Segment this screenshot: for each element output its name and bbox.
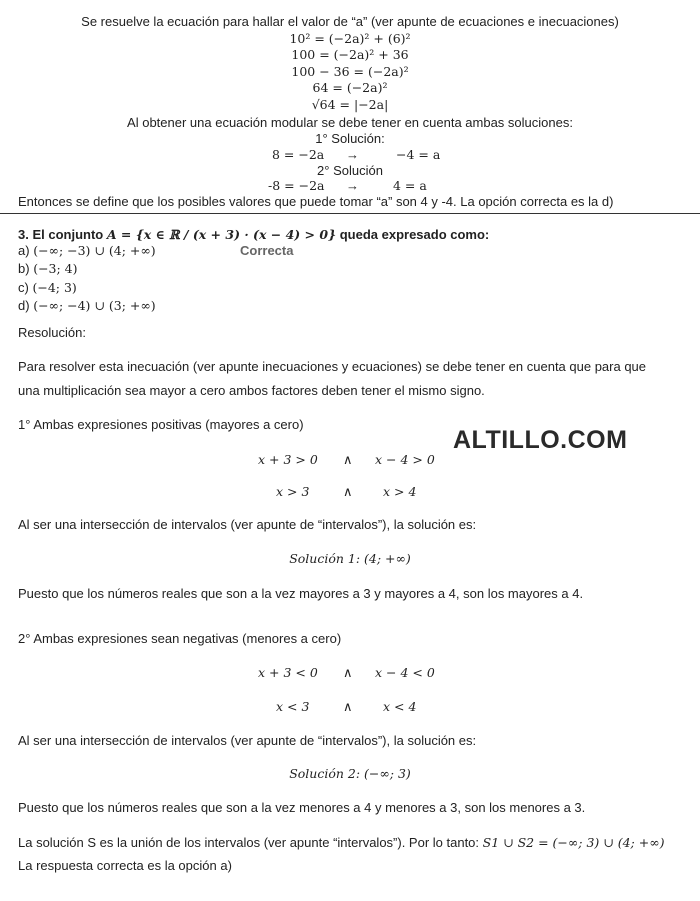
equation-4: 64 = (−2a)²	[312, 80, 388, 95]
option-letter: d)	[18, 298, 30, 313]
question-3-prefix: 3. El conjunto	[18, 227, 107, 242]
case-1-title: 1° Ambas expresiones positivas (mayores a cero)	[18, 417, 304, 432]
and-symbol: ∧	[343, 452, 353, 467]
solution-1: Solución 1: (4; +∞)	[289, 551, 411, 566]
solution-2-left: -8 = −2a	[268, 178, 325, 193]
option-letter: a)	[18, 243, 30, 258]
union-statement	[18, 835, 665, 851]
resolution-heading: Resolución:	[18, 325, 86, 340]
resolution-para-2: una multiplicación sea mayor a cero ambos factores deben tener el mismo signo.	[18, 383, 485, 398]
equation-5: √64 = |−2a|	[311, 97, 389, 112]
option-b	[18, 261, 78, 277]
question-3-title	[18, 227, 489, 243]
option-letter: b)	[18, 261, 30, 276]
case-2-explanation: Puesto que los números reales que son a la vez menores a 4 y menores a 3, son los menores a 3.	[18, 800, 586, 815]
equation-2: 100 = (−2a)² + 36	[291, 47, 409, 62]
solution-1-arrow: →	[346, 147, 359, 162]
question-3-set: A = {x ∈ ℝ / (x + 3) · (x − 4) > 0}	[106, 227, 337, 242]
solution-2-right: 4 = a	[393, 178, 427, 193]
option-c	[18, 280, 77, 296]
option-value: (−3; 4)	[33, 261, 78, 276]
and-symbol: ∧	[343, 699, 353, 714]
option-value: (−∞; −4) ∪ (3; +∞)	[33, 298, 156, 313]
case-1-explanation: Puesto que los números reales que son a la vez mayores a 3 y mayores a 4, son los mayores a 4.	[18, 586, 584, 601]
solution-2-arrow: →	[346, 178, 359, 193]
case-1-simplified-a: x > 3	[276, 484, 310, 499]
question-3-suffix: queda expresado como:	[336, 227, 490, 242]
case-1-inequality-a: x + 3 > 0	[258, 452, 318, 467]
resolution-para-1: Para resolver esta inecuación (ver apunte inecuaciones y ecuaciones) se debe tener en cuenta que para que	[18, 359, 647, 374]
option-d	[18, 298, 156, 314]
section-divider	[0, 213, 700, 214]
solution-1-left: 8 = −2a	[272, 147, 325, 162]
case-2-simplified-b: x < 4	[383, 699, 417, 714]
equation-3: 100 − 36 = (−2a)²	[291, 64, 409, 79]
equation-1: 10² = (−2a)² + (6)²	[289, 31, 411, 46]
solution-2-label: 2° Solución	[317, 163, 383, 178]
solution-1-right: −4 = a	[396, 147, 441, 162]
intro-text: Se resuelve la ecuación para hallar el valor de “a” (ver apunte de ecuaciones e inecuaciones)	[81, 14, 619, 29]
case-2-simplified-a: x < 3	[276, 699, 310, 714]
and-symbol: ∧	[343, 484, 353, 499]
intersection-note-1: Al ser una intersección de intervalos (ver apunte de “intervalos”), la solución es:	[18, 517, 477, 532]
solution-1-label: 1° Solución:	[315, 131, 385, 146]
watermark-logo: ALTILLO.COM	[453, 426, 628, 454]
solution-2: Solución 2: (−∞; 3)	[289, 766, 411, 781]
top-conclusion: Entonces se define que los posibles valores que puede tomar “a” son 4 y -4. La opción correcta es la d)	[18, 194, 614, 209]
case-2-title: 2° Ambas expresiones sean negativas (menores a cero)	[18, 631, 342, 646]
modular-note: Al obtener una ecuación modular se debe tener en cuenta ambas soluciones:	[127, 115, 573, 130]
correct-badge: Correcta	[240, 243, 294, 258]
case-2-inequality-a: x + 3 < 0	[258, 665, 318, 680]
intersection-note-2: Al ser una intersección de intervalos (ver apunte de “intervalos”), la solución es:	[18, 733, 477, 748]
and-symbol: ∧	[343, 665, 353, 680]
case-2-inequality-b: x − 4 < 0	[375, 665, 435, 680]
case-1-simplified-b: x > 4	[383, 484, 417, 499]
option-value: (−∞; −3) ∪ (4; +∞)	[33, 243, 156, 258]
option-value: (−4; 3)	[32, 280, 77, 295]
option-letter: c)	[18, 280, 29, 295]
union-text: La solución S es la unión de los intervalos (ver apunte “intervalos”). Por lo tanto:	[18, 835, 483, 850]
option-a	[18, 243, 156, 259]
case-1-inequality-b: x − 4 > 0	[375, 452, 435, 467]
final-answer: La respuesta correcta es la opción a)	[18, 858, 232, 873]
union-math: S1 ∪ S2 = (−∞; 3) ∪ (4; +∞)	[482, 835, 665, 850]
